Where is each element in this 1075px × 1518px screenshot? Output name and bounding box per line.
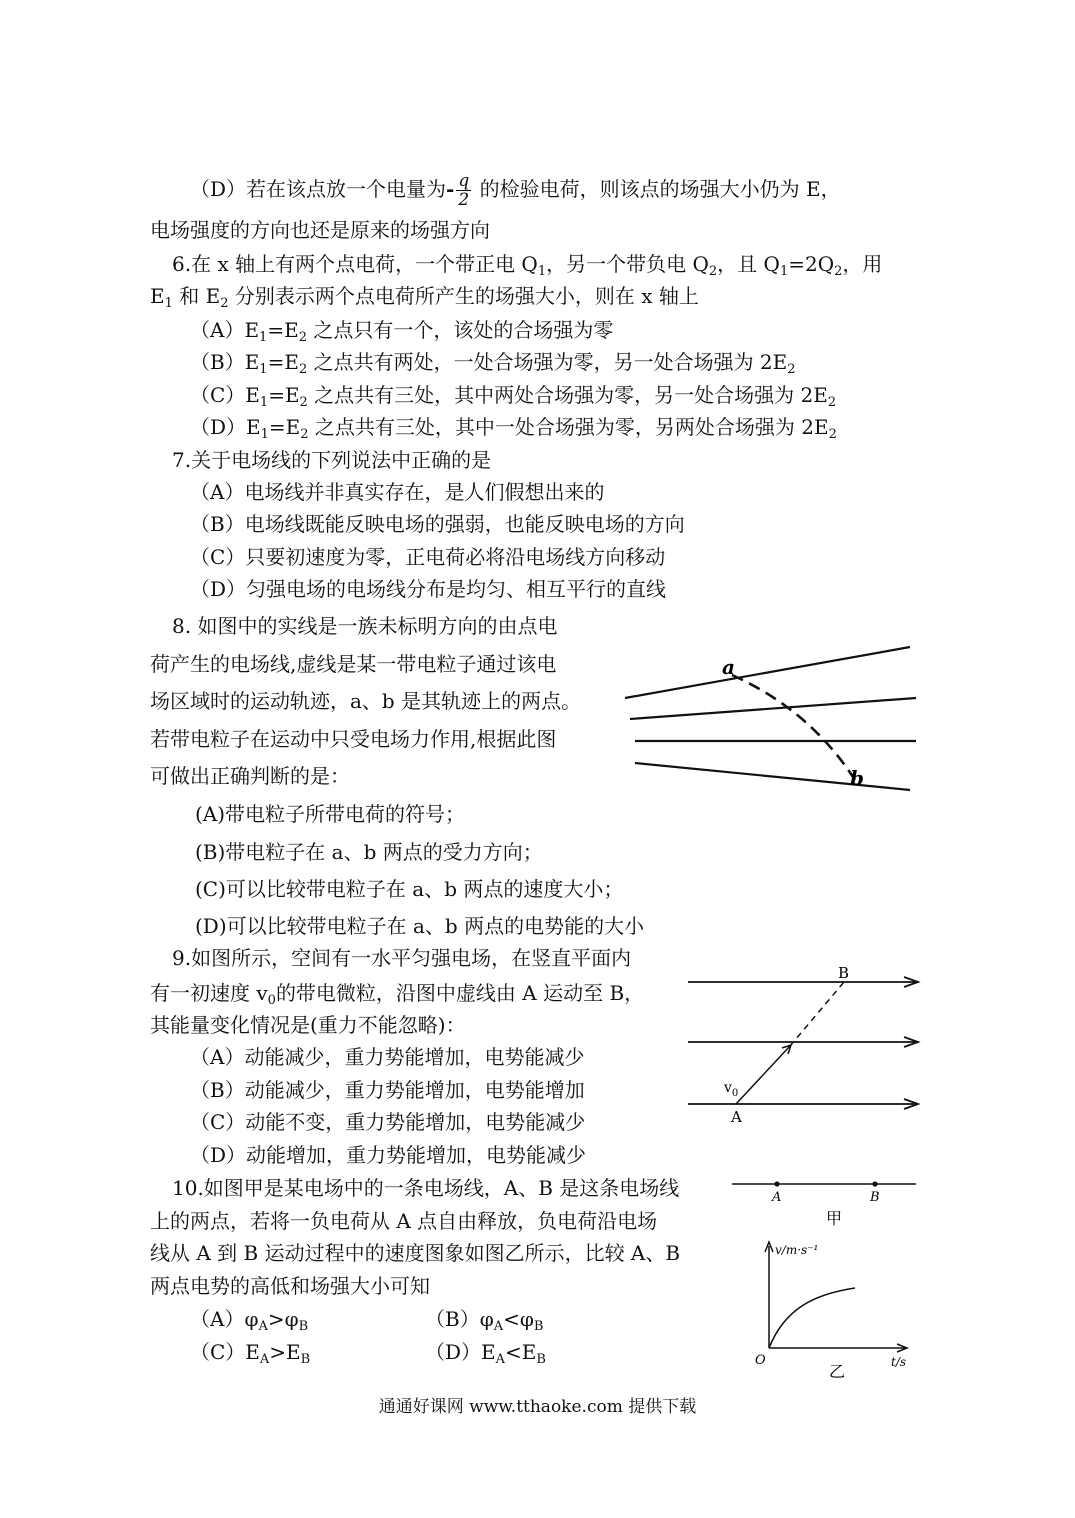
q5-fraction-numerator: q <box>458 171 470 191</box>
option-text: （D）E <box>190 415 261 439</box>
subscript: B <box>298 1319 309 1334</box>
q8-option-a: (A)带电粒子所带电荷的符号； <box>195 802 466 826</box>
point-b-label: B <box>870 1190 880 1205</box>
subscript: B <box>533 1319 544 1334</box>
point-b-label: B <box>838 964 850 982</box>
q5-fraction <box>456 172 471 209</box>
q5-minus-sign: - <box>446 177 455 201</box>
q7-option-a: （A）电场线并非真实存在，是人们假想出来的 <box>190 480 605 504</box>
q5-fraction-denominator: 2 <box>458 190 470 210</box>
subscript: 2 <box>827 395 837 410</box>
subscript: 1 <box>164 296 173 311</box>
q6-stem-text: E <box>150 284 165 308</box>
figure-yi-caption: 乙 <box>829 1362 846 1381</box>
q10-figure-jia <box>730 1172 920 1230</box>
field-line <box>625 647 910 698</box>
subscript: 2 <box>300 427 309 442</box>
point-b-label: b <box>850 766 864 790</box>
q6-stem-line1 <box>172 252 883 279</box>
q9-option-b: （B）动能减少，重力势能增加，电势能增加 <box>190 1078 585 1102</box>
q6-option-b <box>190 350 796 377</box>
q7-option-b: （B）电场线既能反映电场的强弱，也能反映电场的方向 <box>190 512 685 536</box>
option-text: =E <box>267 350 299 374</box>
figure-jia-caption: 甲 <box>826 1209 843 1228</box>
subscript: 1 <box>779 264 789 279</box>
q7-option-c: （C）只要初速度为零，正电荷必将沿电场线方向移动 <box>190 545 666 569</box>
y-axis-label: v/m·s⁻¹ <box>775 1243 819 1257</box>
q6-stem-text: 和 E <box>172 284 221 308</box>
q8-option-b: (B)带电粒子在 a、b 两点的受力方向； <box>195 840 543 864</box>
subscript: 0 <box>267 993 276 1008</box>
option-text: （B）E <box>190 350 260 374</box>
q6-stem-text: ，且 Q <box>717 252 780 276</box>
q5-option-d-suffix: 的检验电荷，则该点的场强大小仍为 E， <box>479 177 841 201</box>
option-text: =E <box>268 415 301 439</box>
q10-figure-yi-velocity-graph <box>745 1238 920 1380</box>
q9-stem-text: 的带电微粒，沿图中虚线由 A 运动至 B， <box>275 981 645 1005</box>
q6-stem-text: 6.在 x 轴上有两个点电荷，一个带正电 Q <box>172 252 538 276</box>
subscript: 1 <box>537 264 547 279</box>
option-text: （A）E <box>190 318 260 342</box>
option-text: >φ <box>267 1307 299 1331</box>
q6-stem-text: 分别表示两个点电荷所产生的场强大小，则在 x 轴上 <box>228 284 699 308</box>
q6-stem-text: ，用 <box>842 252 883 276</box>
q6-stem-line2 <box>150 284 699 311</box>
q9-stem-line2 <box>150 981 645 1008</box>
velocity-label <box>723 1080 738 1099</box>
option-text: （A）φ <box>190 1307 259 1331</box>
q9-uniform-field-figure <box>680 962 930 1127</box>
subscript: 2 <box>298 330 307 345</box>
option-text: （B）φ <box>425 1307 494 1331</box>
q8-stem-line1: 8. 如图中的实线是一族未标明方向的由点电 <box>172 614 558 638</box>
subscript: 2 <box>299 395 308 410</box>
origin-label: O <box>755 1353 766 1368</box>
option-text: 之点只有一个，该处的合场强为零 <box>306 318 614 342</box>
q9-option-d: （D）动能增加，重力势能增加，电势能减少 <box>190 1143 587 1167</box>
point-a-label: A <box>731 1108 742 1126</box>
option-text: （C）E <box>190 383 260 407</box>
q9-stem-text: 有一初速度 v <box>150 981 268 1005</box>
subscript: A <box>258 1319 268 1334</box>
subscript: 2 <box>298 362 308 377</box>
subscript: 2 <box>787 362 796 377</box>
q6-stem-text: =2Q <box>788 252 835 276</box>
option-text: =E <box>268 383 300 407</box>
velocity-curve <box>769 1288 855 1348</box>
option-text: 之点共有三处，其中两处合场强为零，另一处合场强为 2E <box>307 383 828 407</box>
q6-option-a <box>190 318 614 345</box>
subscript: 2 <box>834 264 843 279</box>
subscript: A <box>495 1352 506 1367</box>
q9-option-a: （A）动能减少，重力势能增加，电势能减少 <box>190 1045 585 1069</box>
subscript: 1 <box>259 330 268 345</box>
option-text: 之点共有三处，其中一处合场强为零，另两处合场强为 2E <box>308 415 829 439</box>
q8-stem-line3: 场区域时的运动轨迹，a、b 是其轨迹上的两点。 <box>150 689 582 713</box>
q9-stem-line1: 9.如图所示，空间有一水平匀强电场，在竖直平面内 <box>172 946 632 970</box>
subscript: A <box>259 1352 270 1367</box>
subscript: 2 <box>828 427 837 442</box>
q6-option-d <box>190 415 837 442</box>
option-text: （C）E <box>190 1340 260 1364</box>
point-a-dot <box>774 1181 779 1186</box>
q8-option-d: (D)可以比较带电粒子在 a、b 两点的电势能的大小 <box>195 914 645 938</box>
velocity-subscript: 0 <box>731 1088 739 1099</box>
q5-option-d <box>190 172 841 209</box>
velocity-symbol: v <box>724 1080 732 1096</box>
field-line <box>630 698 916 719</box>
q8-option-c: (C)可以比较带电粒子在 a、b 两点的速度大小； <box>195 877 624 901</box>
q6-option-c <box>190 383 837 410</box>
velocity-arrow <box>736 1046 790 1104</box>
q8-stem-line2: 荷产生的电场线,虚线是某一带电粒子通过该电 <box>150 652 557 676</box>
q8-stem-line4: 若带电粒子在运动中只受电场力作用,根据此图 <box>150 727 557 751</box>
option-text: <E <box>505 1340 537 1364</box>
field-line <box>635 763 910 790</box>
subscript: B <box>536 1352 546 1367</box>
subscript: 1 <box>260 427 269 442</box>
option-text: 之点共有两处，一处合场强为零，另一处合场强为 2E <box>307 350 788 374</box>
subscript: 1 <box>259 362 268 377</box>
q10-stem-line2: 上的两点，若将一负电荷从 A 点自由释放，负电荷沿电场 <box>150 1209 658 1233</box>
particle-trajectory <box>732 675 855 780</box>
q5-option-d-continued: 电场强度的方向也还是原来的场强方向 <box>150 218 490 242</box>
q10-stem-line4: 两点电势的高低和场强大小可知 <box>150 1274 430 1298</box>
q9-stem-line3: 其能量变化情况是(重力不能忽略)： <box>150 1013 466 1037</box>
point-a-label: A <box>772 1190 782 1205</box>
q7-option-d: （D）匀强电场的电场线分布是均匀、相互平行的直线 <box>190 577 667 601</box>
point-a-label: a <box>722 655 735 679</box>
q10-option-a <box>190 1307 309 1334</box>
q10-stem-line1: 10.如图甲是某电场中的一条电场线，A、B 是这条电场线 <box>172 1176 680 1200</box>
q10-stem-line3: 线从 A 到 B 运动过程中的速度图象如图乙所示，比较 A、B <box>150 1241 681 1265</box>
option-text: >E <box>269 1340 301 1364</box>
trajectory-dashed <box>790 982 844 1046</box>
x-axis-label: t/s <box>891 1355 907 1369</box>
q8-stem-line5: 可做出正确判断的是： <box>150 764 350 788</box>
page-footer: 通通好课网 www.tthaoke.com 提供下载 <box>378 1397 697 1417</box>
q6-stem-text: ，另一个带负电 Q <box>546 252 709 276</box>
q9-option-c: （C）动能不变，重力势能增加，电势能减少 <box>190 1110 586 1134</box>
subscript: A <box>493 1319 504 1334</box>
subscript: 2 <box>708 264 718 279</box>
option-text: =E <box>267 318 299 342</box>
q7-stem: 7.关于电场线的下列说法中正确的是 <box>172 448 492 472</box>
q8-field-line-figure <box>620 640 920 800</box>
subscript: 1 <box>259 395 269 410</box>
subscript: 2 <box>220 296 229 311</box>
option-text: <φ <box>503 1307 534 1331</box>
q10-option-c <box>190 1340 311 1367</box>
q5-option-d-prefix: （D）若在该点放一个电量为 <box>190 177 447 201</box>
q10-option-d <box>425 1340 546 1367</box>
subscript: B <box>300 1352 311 1367</box>
q10-option-b <box>425 1307 544 1334</box>
option-text: （D）E <box>425 1340 496 1364</box>
point-b-dot <box>872 1181 877 1186</box>
